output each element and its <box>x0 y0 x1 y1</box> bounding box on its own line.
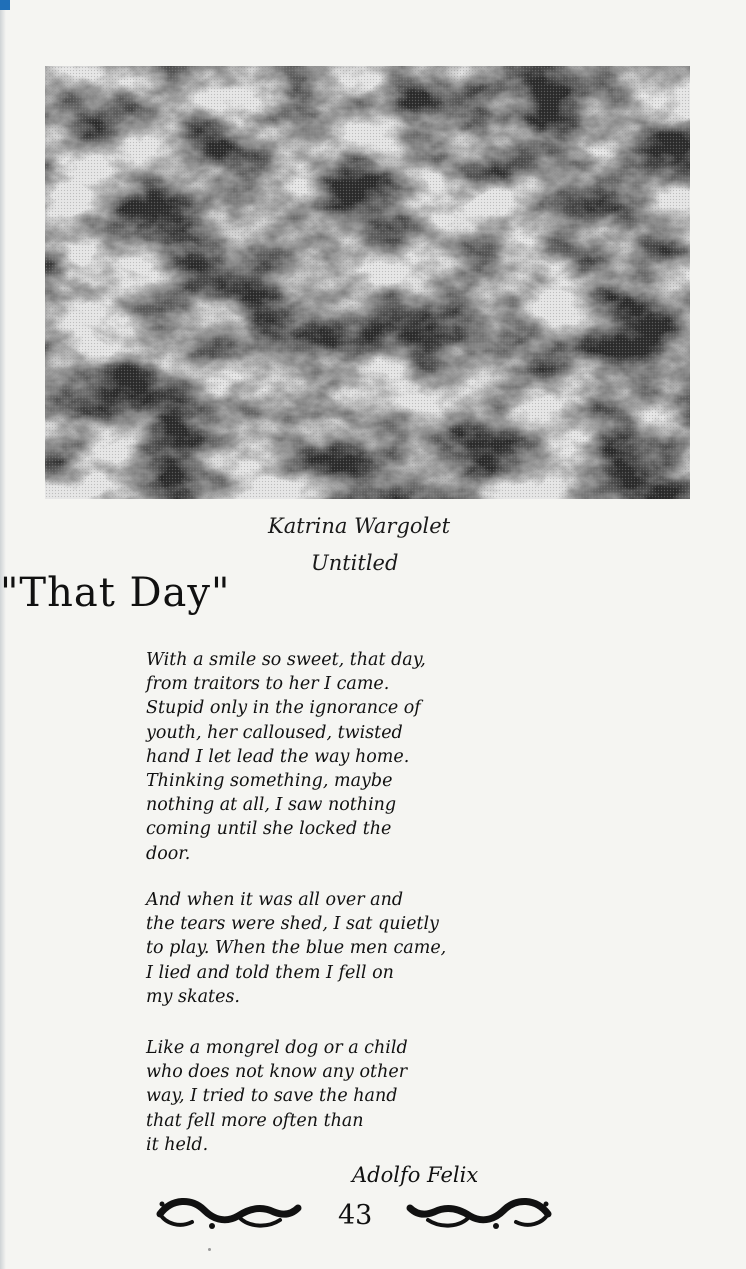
poem-line: coming until she locked the <box>146 819 392 840</box>
poem-line: it held. <box>146 1134 209 1155</box>
artist-name: Katrina Wargolet <box>268 514 451 538</box>
poem-line: my skates. <box>146 986 240 1007</box>
scroll-ornament-icon <box>406 1194 556 1238</box>
artwork-title: Untitled <box>311 551 399 575</box>
poem-line: way, I tried to save the hand <box>146 1086 398 1107</box>
poem-line: hand I let lead the way home. <box>146 746 410 767</box>
stanza-1 <box>146 648 426 866</box>
poem-line: Stupid only in the ignorance of <box>146 698 421 719</box>
binding-edge <box>0 0 6 1269</box>
paper-speck <box>208 1248 211 1251</box>
poem-line: from traitors to her I came. <box>146 674 390 695</box>
stanza-2 <box>146 888 446 1009</box>
stanza-3 <box>146 1036 408 1157</box>
poem-line: door. <box>146 843 191 864</box>
poem-line: to play. When the blue men came, <box>146 938 447 959</box>
poem-line: With a smile so sweet, that day, <box>146 650 426 670</box>
page-number: 43 <box>338 1200 373 1231</box>
artwork-image <box>45 66 690 499</box>
poem-line: youth, her calloused, twisted <box>146 722 403 743</box>
scroll-ornament-icon <box>152 1194 302 1238</box>
poem-line: And when it was all over and <box>146 890 404 910</box>
poem-line: that fell more often than <box>146 1110 364 1131</box>
poem-author: Adolfo Felix <box>352 1163 479 1187</box>
poem-line: nothing at all, I saw nothing <box>146 795 397 816</box>
poem-line: who does not know any other <box>146 1062 408 1083</box>
poem-line: the tears were shed, I sat quietly <box>146 914 439 935</box>
poem-line: Thinking something, maybe <box>146 771 393 792</box>
corner-mark <box>0 0 10 10</box>
poem-line: I lied and told them I fell on <box>146 962 394 983</box>
poem-line: Like a mongrel dog or a child <box>146 1038 408 1058</box>
poem-title: "That Day" <box>0 570 231 616</box>
